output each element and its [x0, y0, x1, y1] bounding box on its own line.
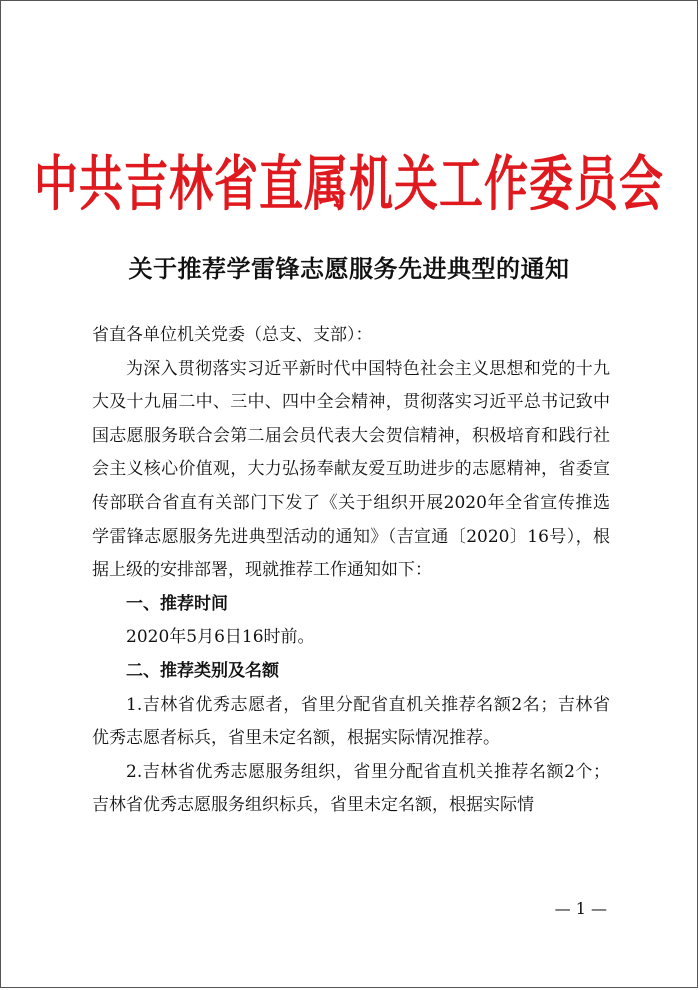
section-heading-categories: 二、推荐类别及名额	[126, 660, 279, 681]
page-number: — 1 —	[554, 899, 607, 918]
notice-body	[92, 319, 610, 823]
category-item-1: 1.吉林省优秀志愿者，省里分配省直机关推荐名额2名；吉林省优秀志愿者标兵，省里未定名额，根据实际情况推荐。	[92, 694, 610, 749]
intro-paragraph: 为深入贯彻落实习近平新时代中国特色社会主义思想和党的十九大及十九届二中、三中、四中全会精神，贯彻落实习近平总书记致中国志愿服务联合会第二届会员代表大会贺信精神，积极培育和践行社会主义核心价值观，大力弘扬奉献友爱互助进步的志愿精神，省委宣传部联合省直有关部门下发了《关于组织开展2020年全省宣传推选学雷锋志愿服务先进典型活动的通知》（吉宣通〔2020〕16号），根据上级的安排部署，现就推荐工作通知如下：	[92, 358, 610, 581]
category-item-2: 2.吉林省优秀志愿服务组织，省里分配省直机关推荐名额2个；吉林省优秀志愿服务组织标兵，省里未定名额，根据实际情	[92, 761, 610, 816]
salutation: 省直各单位机关党委（总支、支部）：	[92, 325, 373, 345]
section-heading-time: 一、推荐时间	[126, 593, 228, 614]
issuing-authority-title: 中共吉林省直属机关工作委员会	[34, 150, 664, 220]
notice-title: 关于推荐学雷锋志愿服务先进典型的通知	[128, 254, 570, 283]
section-text-time: 2020年5月6日16时前。	[126, 627, 315, 648]
